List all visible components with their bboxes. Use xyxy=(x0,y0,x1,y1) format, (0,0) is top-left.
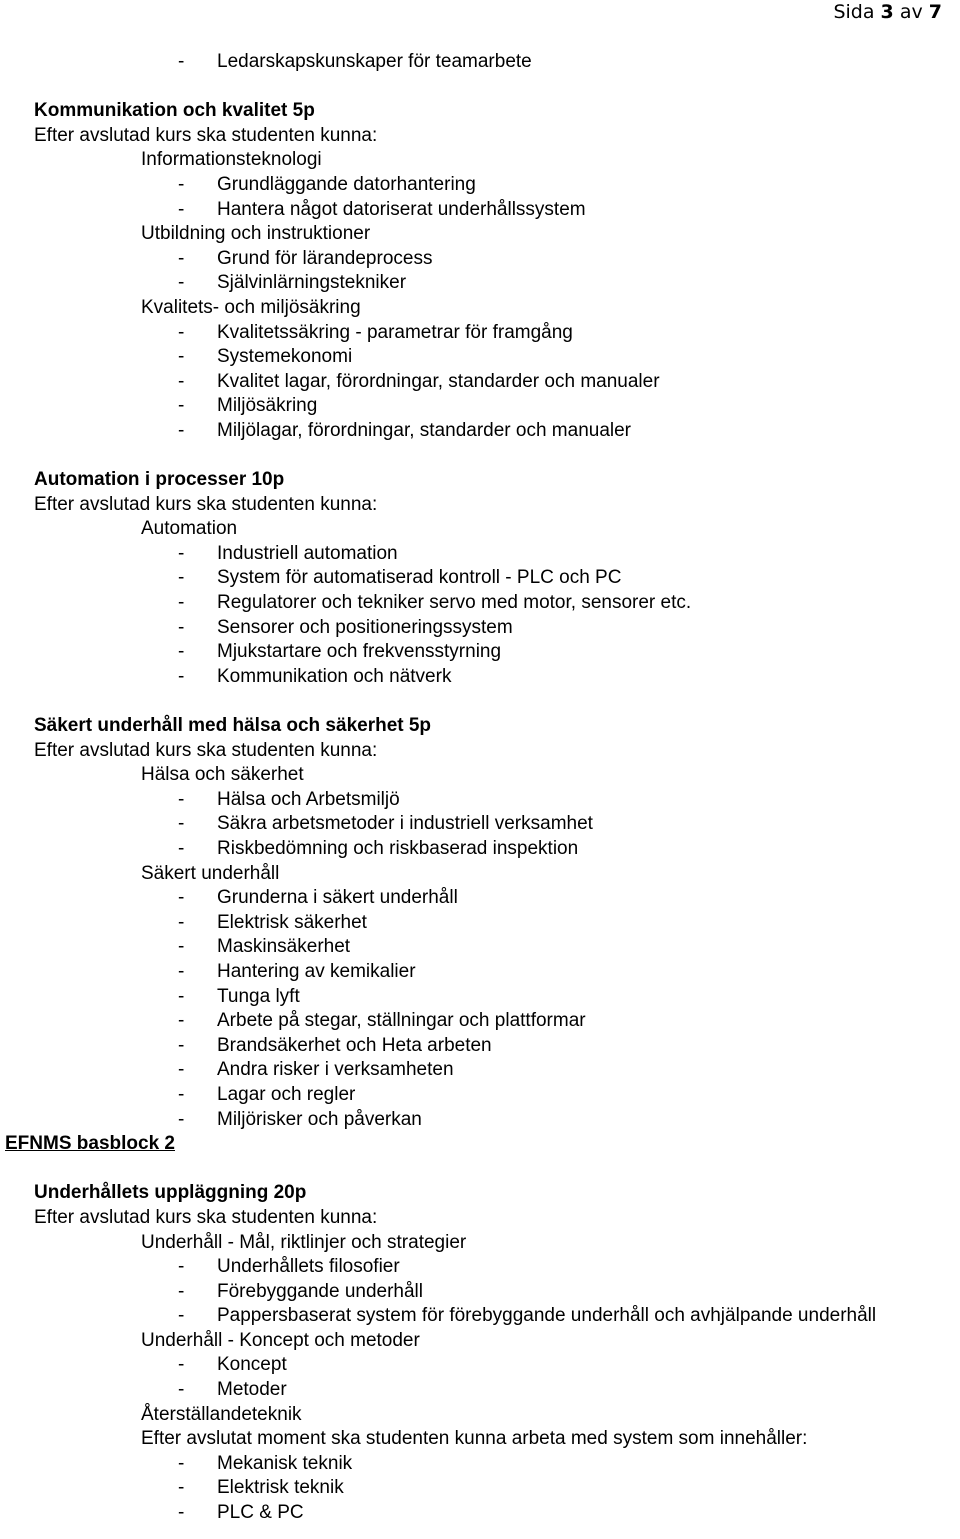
list-item: - Hantera något datoriserat underhållssystem xyxy=(178,198,586,220)
list-item: - Kommunikation och nätverk xyxy=(178,665,452,687)
list-item: - Förebyggande underhåll xyxy=(178,1280,423,1302)
section-title: Underhållets uppläggning 20p xyxy=(34,1182,307,1204)
section-underhallets-upplaggning xyxy=(0,1181,960,1525)
group-title: Informationsteknologi xyxy=(141,149,322,171)
list-item: - Riskbedömning och riskbaserad inspektion xyxy=(178,838,579,859)
list-item: - Grundläggande datorhantering xyxy=(178,173,476,195)
section-kommunikation xyxy=(0,99,960,443)
group-title: Säkert underhåll xyxy=(141,862,280,884)
group-title: Utbildning och instruktioner xyxy=(141,223,371,245)
list-item: - Säkra arbetsmetoder i industriell verksamhet xyxy=(178,813,593,835)
list-item: - Ledarskapskunskaper för teamarbete xyxy=(178,51,532,72)
list-item: - Mekanisk teknik xyxy=(178,1452,353,1474)
list-item: - Industriell automation xyxy=(178,542,398,564)
list-item: - Grunderna i säkert underhåll xyxy=(178,887,458,909)
group-title: Underhåll - Koncept och metoder xyxy=(141,1329,420,1351)
group-title: Återställandeteknik xyxy=(141,1403,302,1425)
page-number-prefix: Sida xyxy=(833,1,875,23)
list-item: - Andra risker i verksamheten xyxy=(178,1059,454,1081)
list-item: - Maskinsäkerhet xyxy=(178,936,351,958)
list-item: - Elektrisk teknik xyxy=(178,1477,344,1499)
section-intro: Efter avslutad kurs ska studenten kunna: xyxy=(34,739,378,761)
list-item: - Lagar och regler xyxy=(178,1083,356,1105)
section-title: Automation i processer 10p xyxy=(34,469,285,491)
list-item: - Grund för lärandeprocess xyxy=(178,247,433,269)
group-title: Automation xyxy=(141,518,238,540)
list-item: - Arbete på stegar, ställningar och plattformar xyxy=(178,1010,586,1032)
list-item: - Sensorer och positioneringssystem xyxy=(178,616,513,638)
list-item: - Metoder xyxy=(178,1379,287,1401)
page-number xyxy=(833,1,942,23)
list-item: - Miljörisker och påverkan xyxy=(178,1108,422,1130)
list-item: - Koncept xyxy=(178,1354,287,1376)
list-item: - Brandsäkerhet och Heta arbeten xyxy=(178,1034,492,1056)
list-item: - System för automatiserad kontroll - PLC och PC xyxy=(178,567,622,589)
group-title: Underhåll - Mål, riktlinjer och strategier xyxy=(141,1231,467,1253)
section-title: Säkert underhåll med hälsa och säkerhet 5p xyxy=(34,715,432,737)
list-item: - PLC & PC xyxy=(178,1502,304,1524)
list-item: - Mjukstartare och frekvensstyrning xyxy=(178,641,502,663)
list-item: - Tunga lyft xyxy=(178,985,300,1007)
section-intro: Efter avslutad kurs ska studenten kunna: xyxy=(34,493,378,515)
group-title: Hälsa och säkerhet xyxy=(141,764,304,786)
list-item: - Underhållets filosofier xyxy=(178,1256,400,1278)
section-automation xyxy=(0,468,960,689)
section-sakert-underhall xyxy=(0,714,960,1132)
section-intro: Efter avslutad kurs ska studenten kunna: xyxy=(34,1206,378,1228)
list-item: - Pappersbaserat system för förebyggande underhåll och avhjälpande underhåll xyxy=(178,1305,877,1327)
list-item: - Kvalitetssäkring - parametrar för framgång xyxy=(178,321,573,343)
group-title: Kvalitets- och miljösäkring xyxy=(141,296,361,318)
list-item: - Regulatorer och tekniker servo med motor, sensorer etc. xyxy=(178,592,692,614)
document-body xyxy=(0,50,960,1526)
page-number-current: 3 xyxy=(880,1,894,23)
list-item: - Hantering av kemikalier xyxy=(178,960,416,982)
page-number-total: 7 xyxy=(928,1,942,23)
list-item: - Självinlärningstekniker xyxy=(178,272,407,294)
list-item: - Elektrisk säkerhet xyxy=(178,911,367,933)
page-number-middle: av xyxy=(899,1,923,23)
list-item: - Miljölagar, förordningar, standarder och manualer xyxy=(178,419,632,441)
section-intro: Efter avslutad kurs ska studenten kunna: xyxy=(34,124,378,146)
list-item: - Systemekonomi xyxy=(178,346,353,368)
list-item: - Miljösäkring xyxy=(178,395,318,417)
group-subintro: Efter avslutat moment ska studenten kunna arbeta med system som innehåller: xyxy=(141,1428,808,1450)
block-heading: EFNMS basblock 2 xyxy=(5,1133,175,1155)
list-item: - Kvalitet lagar, förordningar, standarder och manualer xyxy=(178,370,660,392)
list-item: - Hälsa och Arbetsmiljö xyxy=(178,788,400,810)
section-title: Kommunikation och kvalitet 5p xyxy=(34,100,315,122)
